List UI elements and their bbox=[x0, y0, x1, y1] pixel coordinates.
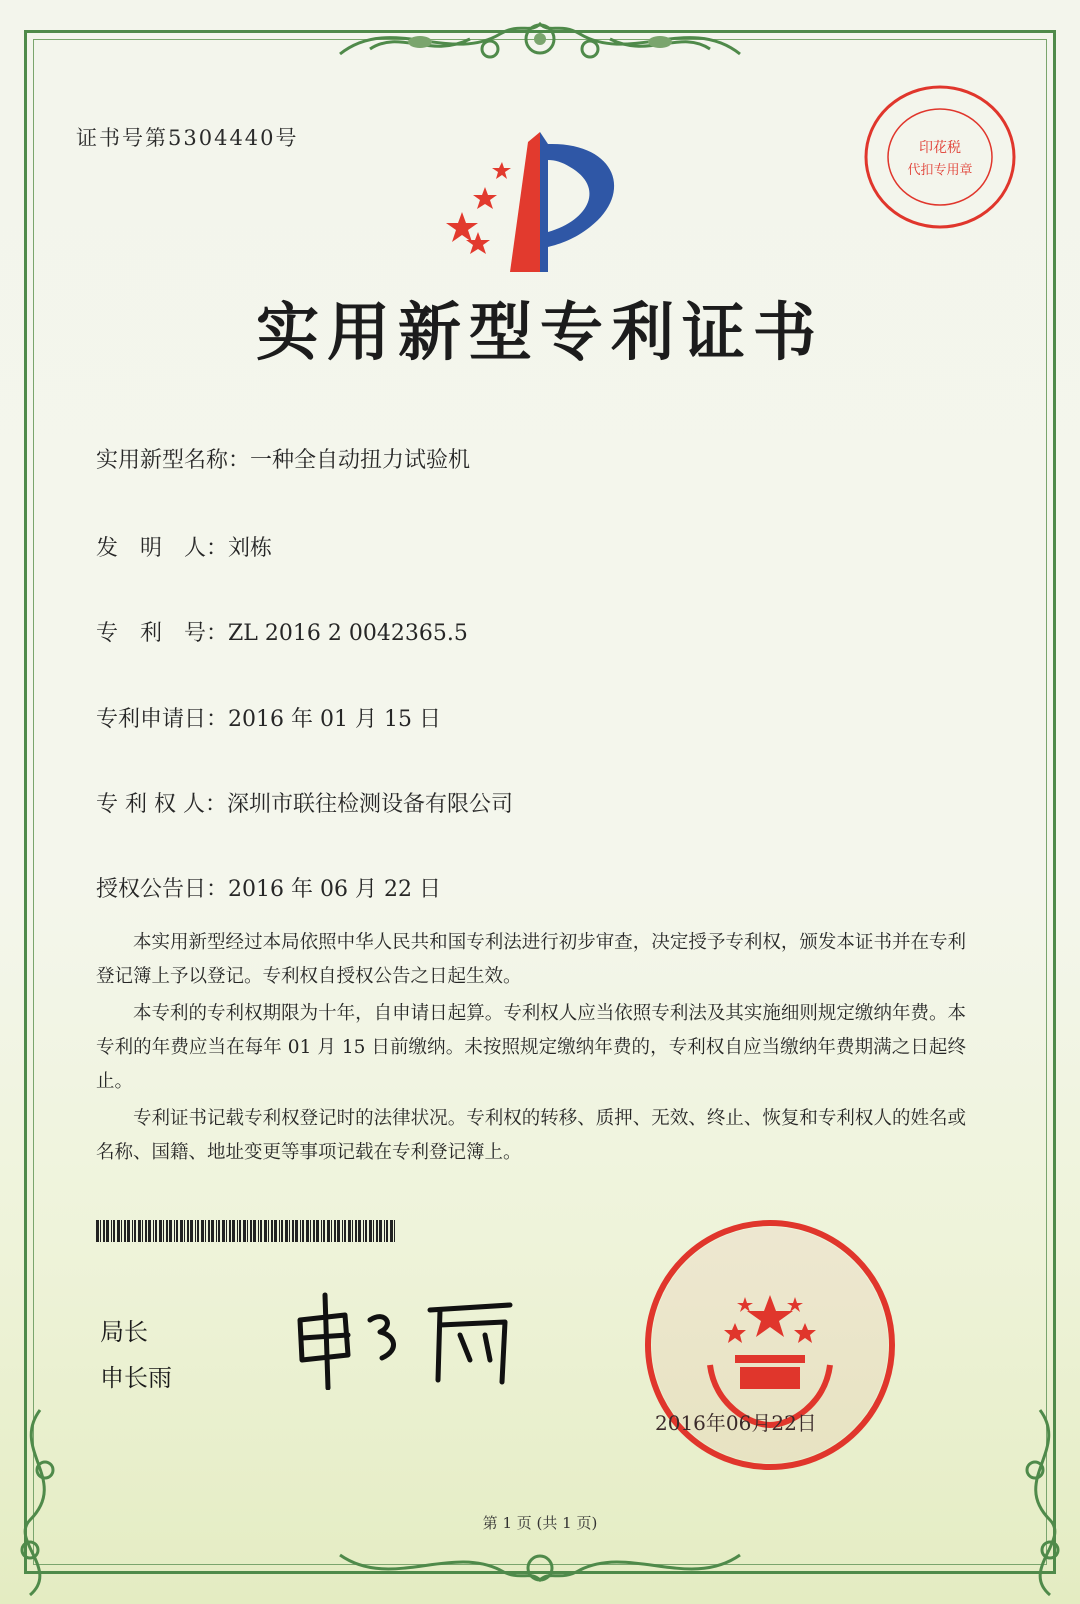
barcode-bar bbox=[310, 1220, 311, 1242]
barcode-bar bbox=[285, 1220, 288, 1242]
director-signature bbox=[290, 1290, 540, 1390]
barcode-bar bbox=[250, 1220, 252, 1242]
barcode-bar bbox=[211, 1220, 214, 1242]
barcode bbox=[96, 1220, 396, 1242]
patent-office-seal bbox=[640, 1215, 900, 1475]
body-paragraph: 本专利的专利权期限为十年，自申请日起算。专利权人应当依照专利法及其实施细则规定缴纳年费。本专利的年费应当在每年 01 月 15 日前缴纳。未按照规定缴纳年费的，专利权自应当缴纳年费期满之日起终止。 bbox=[96, 1003, 966, 1092]
body-paragraph: 本实用新型经过本局依照中华人民共和国专利法进行初步审查，决定授予专利权，颁发本证书并在专利登记簿上予以登记。专利权自授权公告之日起生效。 bbox=[96, 932, 966, 987]
barcode-bar bbox=[218, 1220, 220, 1242]
field-grant-date bbox=[96, 872, 441, 903]
barcode-bar bbox=[390, 1220, 393, 1242]
barcode-bar bbox=[148, 1220, 151, 1242]
field-label: 授权公告日： bbox=[96, 877, 229, 902]
barcode-bar bbox=[306, 1220, 309, 1242]
tax-seal-line1: 印花税 bbox=[919, 140, 961, 156]
certificate-title: 实用新型专利证书 bbox=[256, 296, 824, 369]
barcode-bar bbox=[237, 1220, 238, 1242]
field-value: 深圳市联往检测设备有限公司 bbox=[226, 792, 513, 817]
barcode-bar bbox=[321, 1220, 322, 1242]
field-label: 发 明 人： bbox=[96, 536, 229, 561]
field-label: 专利申请日： bbox=[96, 707, 229, 732]
barcode-bar bbox=[264, 1220, 267, 1242]
field-value: 2016 年 01 月 15 日 bbox=[228, 707, 441, 732]
field-label: 专 利 权 人： bbox=[96, 792, 227, 817]
barcode-bar bbox=[208, 1220, 210, 1242]
barcode-bar bbox=[323, 1220, 325, 1242]
barcode-bar bbox=[180, 1220, 183, 1242]
barcode-bar bbox=[216, 1220, 217, 1242]
barcode-bar bbox=[145, 1220, 147, 1242]
field-value: ZL 2016 2 0042365.5 bbox=[228, 621, 468, 646]
barcode-bar bbox=[334, 1220, 336, 1242]
barcode-bar bbox=[176, 1220, 178, 1242]
field-patent-number bbox=[96, 616, 468, 647]
barcode-bar bbox=[142, 1220, 143, 1242]
field-utility-model-name bbox=[96, 443, 470, 474]
barcode-bar bbox=[132, 1220, 133, 1242]
barcode-bar bbox=[292, 1220, 294, 1242]
barcode-bar bbox=[163, 1220, 164, 1242]
barcode-bar bbox=[138, 1220, 141, 1242]
barcode-bar bbox=[226, 1220, 227, 1242]
barcode-bar bbox=[295, 1220, 298, 1242]
barcode-bar bbox=[229, 1220, 231, 1242]
barcode-bar bbox=[121, 1220, 122, 1242]
barcode-bar bbox=[258, 1220, 259, 1242]
barcode-bar bbox=[274, 1220, 277, 1242]
barcode-bar bbox=[342, 1220, 343, 1242]
barcode-bar bbox=[355, 1220, 357, 1242]
barcode-bar bbox=[117, 1220, 120, 1242]
barcode-bar bbox=[159, 1220, 162, 1242]
barcode-bar bbox=[316, 1220, 319, 1242]
barcode-bar bbox=[197, 1220, 199, 1242]
barcode-bar bbox=[111, 1220, 112, 1242]
barcode-bar bbox=[386, 1220, 388, 1242]
barcode-bar bbox=[268, 1220, 269, 1242]
barcode-bar bbox=[373, 1220, 374, 1242]
barcode-bar bbox=[313, 1220, 315, 1242]
barcode-bar bbox=[153, 1220, 154, 1242]
barcode-bar bbox=[232, 1220, 235, 1242]
field-application-date bbox=[96, 702, 441, 733]
barcode-bar bbox=[96, 1220, 99, 1242]
field-value: 刘栋 bbox=[228, 536, 273, 561]
body-paragraph: 专利证书记载专利权登记时的法律状况。专利权的转移、质押、无效、终止、恢复和专利权人的姓名或名称、国籍、地址变更等事项记载在专利登记簿上。 bbox=[96, 1108, 966, 1163]
barcode-bar bbox=[187, 1220, 189, 1242]
barcode-bar bbox=[222, 1220, 225, 1242]
director-name: 申长雨 bbox=[100, 1364, 172, 1392]
barcode-bar bbox=[352, 1220, 353, 1242]
top-ornament bbox=[330, 4, 750, 74]
barcode-bar bbox=[124, 1220, 126, 1242]
tax-seal bbox=[860, 82, 1020, 232]
barcode-bar bbox=[260, 1220, 262, 1242]
bottom-ornament bbox=[330, 1540, 750, 1600]
barcode-bar bbox=[379, 1220, 382, 1242]
certificate-body bbox=[96, 926, 966, 1173]
barcode-bar bbox=[302, 1220, 304, 1242]
field-inventor bbox=[96, 531, 272, 562]
barcode-bar bbox=[327, 1220, 330, 1242]
barcode-bar bbox=[247, 1220, 248, 1242]
barcode-bar bbox=[337, 1220, 340, 1242]
tax-seal-line2: 代扣专用章 bbox=[907, 163, 973, 178]
patent-office-emblem bbox=[440, 132, 640, 277]
barcode-bar bbox=[155, 1220, 157, 1242]
barcode-bar bbox=[281, 1220, 283, 1242]
corner-ornament-bottom-right bbox=[1000, 1400, 1080, 1600]
barcode-bar bbox=[363, 1220, 364, 1242]
barcode-bar bbox=[376, 1220, 378, 1242]
barcode-bar bbox=[201, 1220, 204, 1242]
barcode-bar bbox=[279, 1220, 280, 1242]
barcode-bar bbox=[253, 1220, 256, 1242]
barcode-bar bbox=[344, 1220, 346, 1242]
barcode-bar bbox=[243, 1220, 246, 1242]
barcode-bar bbox=[358, 1220, 361, 1242]
barcode-bar bbox=[174, 1220, 175, 1242]
barcode-bar bbox=[289, 1220, 290, 1242]
barcode-bar bbox=[239, 1220, 241, 1242]
barcode-bar bbox=[348, 1220, 351, 1242]
barcode-bar bbox=[190, 1220, 193, 1242]
barcode-bar bbox=[166, 1220, 168, 1242]
barcode-bar bbox=[384, 1220, 385, 1242]
barcode-bar bbox=[169, 1220, 172, 1242]
barcode-bar bbox=[127, 1220, 130, 1242]
barcode-bar bbox=[103, 1220, 105, 1242]
barcode-bar bbox=[195, 1220, 196, 1242]
barcode-bar bbox=[271, 1220, 273, 1242]
corner-ornament-bottom-left bbox=[0, 1400, 80, 1600]
field-label: 实用新型名称： bbox=[96, 448, 251, 473]
barcode-bar bbox=[365, 1220, 367, 1242]
field-value: 2016 年 06 月 22 日 bbox=[228, 877, 441, 902]
barcode-bar bbox=[300, 1220, 301, 1242]
seal-date: 2016年06月22日 bbox=[655, 1411, 817, 1435]
barcode-bar bbox=[134, 1220, 136, 1242]
barcode-bar bbox=[331, 1220, 332, 1242]
barcode-bar bbox=[106, 1220, 109, 1242]
barcode-bar bbox=[100, 1220, 101, 1242]
certificate-number: 证书号第5304440号 bbox=[76, 126, 299, 150]
barcode-bar bbox=[369, 1220, 372, 1242]
barcode-bar bbox=[184, 1220, 185, 1242]
field-value: 一种全自动扭力试验机 bbox=[250, 448, 471, 473]
barcode-bar bbox=[113, 1220, 115, 1242]
barcode-bar bbox=[205, 1220, 206, 1242]
page-number: 第 1 页 (共 1 页) bbox=[482, 1514, 598, 1532]
field-patentee bbox=[96, 787, 513, 818]
field-label: 专 利 号： bbox=[96, 621, 229, 646]
barcode-bar bbox=[394, 1220, 395, 1242]
director-title: 局长 bbox=[100, 1318, 148, 1346]
